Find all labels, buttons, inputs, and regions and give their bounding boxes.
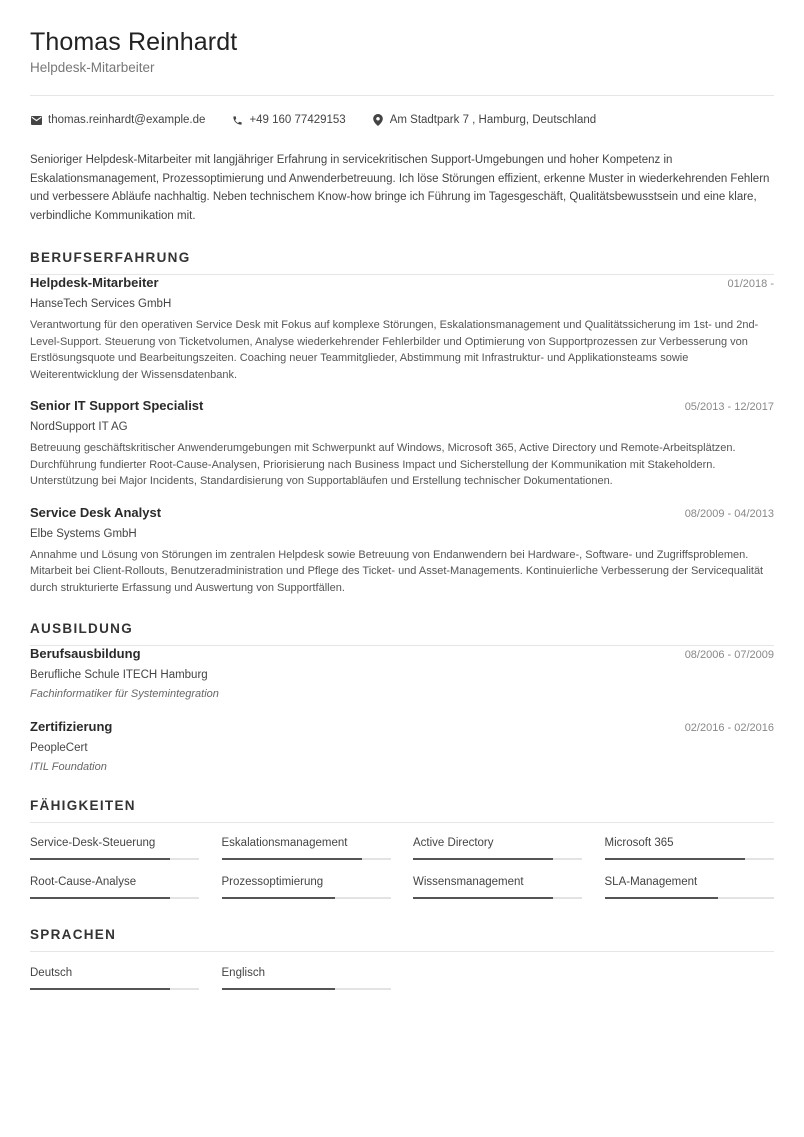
entry-date: 08/2009 - 04/2013	[684, 507, 774, 520]
contact-location	[372, 114, 596, 126]
experience-heading: BERUFSERFAHRUNG	[30, 250, 191, 265]
skill-bar-fill	[605, 858, 745, 860]
language-item	[30, 966, 199, 990]
experience-section	[30, 250, 774, 596]
entry-description: Betreuung geschäftskritischer Anwenderumgebungen mit Schwerpunkt auf Windows, Microsoft 365, Active Directory und Remote-Arbeitsplätzen. Durchführung fundierter Root-Cause-Analysen, Priorisierung nach Business Impact und Sicherstellung der Kommunikation mit Stakeholdern. Unterstützung bei Major Incidents, Standardisierung von Supportabläufen und Erstellung technischer Dokumentationen.	[30, 442, 736, 487]
skill-bar	[413, 858, 582, 860]
language-label: Deutsch	[30, 967, 73, 979]
section-divider	[30, 822, 774, 823]
skill-label: Wissensmanagement	[413, 876, 524, 888]
skill-item	[413, 875, 582, 899]
phone-text: +49 160 77429153	[249, 114, 346, 126]
skill-item	[30, 836, 199, 860]
skills-section	[30, 798, 774, 899]
email-text: thomas.reinhardt@example.de	[48, 114, 206, 126]
skill-item	[605, 836, 774, 860]
skill-bar-fill	[222, 897, 335, 899]
entry-description: Annahme und Lösung von Störungen im zentralen Helpdesk sowie Betreuung von Endanwendern bei Hardware-, Software- und Zugriffsproblemen. Mitarbeit bei Client-Rollouts, Benutzeradministration und Pflege des Ticket- und Asset-Managements. Kontinuierliche Verbesserung der Servicequalität durch strukturierte Erfassung und Auswertung von Supportfällen.	[30, 548, 764, 594]
entry-field: ITIL Foundation	[30, 761, 107, 773]
entry-role: Helpdesk-Mitarbeiter	[30, 275, 159, 290]
location-text: Am Stadtpark 7 , Hamburg, Deutschland	[389, 114, 597, 126]
skill-bar-fill	[605, 897, 718, 899]
skill-label: Eskalationsmanagement	[221, 837, 348, 849]
skill-label: SLA-Management	[604, 876, 698, 888]
skill-item	[605, 875, 774, 899]
skill-label: Microsoft 365	[604, 837, 674, 849]
language-bar-fill	[30, 988, 170, 990]
entry-role: Service Desk Analyst	[30, 504, 162, 520]
entry-field: Fachinformatiker für Systemintegration	[30, 688, 219, 700]
entry-institution: PeopleCert	[30, 742, 88, 754]
skill-bar-fill	[222, 858, 362, 860]
skill-item	[222, 875, 391, 899]
skill-bar	[605, 858, 774, 860]
skill-label: Prozessoptimierung	[221, 876, 324, 888]
language-item	[222, 966, 391, 990]
education-entry	[30, 719, 774, 773]
entry-description: Verantwortung für den operativen Service Desk mit Fokus auf komplexe Störungen, Eskalationsmanagement und Qualitätssicherung im 1st- und 2nd-Level-Support. Steuerung von Ticketvolumen, Analyse wiederkehrender Fehlerbilder und Optimierung von Supportprozessen zur Verbesserung von Erstlösungsquote und Bearbeitungszeiten. Coaching neuer Teammitglieder, Abstimmung mit Infrastruktur- und Applikationsteams sowie Weiterentwicklung der Wissensdatenbank.	[30, 319, 759, 381]
location-pin-icon	[372, 114, 384, 126]
skills-heading: FÄHIGKEITEN	[30, 798, 136, 813]
experience-entry	[30, 398, 774, 490]
language-bar	[222, 988, 391, 990]
mail-icon	[30, 114, 42, 126]
entry-date: 08/2006 - 07/2009	[684, 649, 774, 661]
person-name: Thomas Reinhardt	[30, 28, 238, 56]
entry-degree: Zertifizierung	[30, 719, 113, 734]
skill-label: Root-Cause-Analyse	[30, 876, 137, 888]
language-label: Englisch	[221, 967, 265, 979]
skill-bar-fill	[30, 858, 170, 860]
skills-grid	[30, 836, 774, 899]
skill-bar-fill	[413, 897, 553, 899]
education-entry	[30, 646, 774, 700]
skill-item	[30, 875, 199, 899]
entry-date: 02/2016 - 02/2016	[684, 722, 774, 734]
skill-bar-fill	[413, 858, 553, 860]
language-bar-fill	[222, 988, 335, 990]
entry-role: Senior IT Support Specialist	[30, 398, 204, 413]
contact-phone[interactable]	[231, 114, 345, 126]
phone-icon	[231, 114, 243, 126]
experience-entry	[30, 505, 774, 597]
entry-degree: Berufsausbildung	[30, 646, 141, 661]
education-section	[30, 621, 774, 773]
entry-date: 01/2018 -	[727, 278, 774, 290]
skill-label: Active Directory	[413, 837, 494, 849]
resume-header	[30, 0, 774, 96]
contact-bar	[30, 112, 774, 128]
entry-company: Elbe Systems GmbH	[30, 527, 137, 540]
entry-date: 05/2013 - 12/2017	[684, 401, 774, 413]
entry-company: HanseTech Services GmbH	[30, 298, 172, 310]
job-title: Helpdesk-Mitarbeiter	[30, 60, 155, 75]
experience-entry	[30, 275, 774, 383]
entry-institution: Berufliche Schule ITECH Hamburg	[30, 669, 208, 681]
entry-company: NordSupport IT AG	[30, 421, 128, 433]
languages-section	[30, 927, 774, 990]
skill-bar	[222, 897, 391, 899]
section-divider	[30, 951, 774, 952]
skill-bar	[30, 858, 199, 860]
profile-summary: Senioriger Helpdesk-Mitarbeiter mit langjähriger Erfahrung in servicekritischen Support-Umgebungen und hoher Kompetenz in Eskalationsmanagement, Prozessoptimierung und Anwenderbetreuung. Ich löse Störungen effizient, erkenne Muster in wiederkehrenden Fehlern und verbessere Abläufe nachhaltig. Neben technischem Know-how bringe ich Führung im Tagesgeschäft, Qualitätsbewusstsein und eine klare, verbindliche Kommunikation mit.	[30, 154, 770, 222]
education-heading: AUSBILDUNG	[30, 621, 133, 636]
languages-grid	[30, 966, 774, 990]
skill-item	[222, 836, 391, 860]
languages-heading: SPRACHEN	[30, 927, 117, 942]
skill-bar	[413, 897, 582, 899]
skill-label: Service-Desk-Steuerung	[30, 837, 156, 849]
skill-bar	[605, 897, 774, 899]
skill-bar	[222, 858, 391, 860]
language-bar	[30, 988, 199, 990]
skill-item	[413, 836, 582, 860]
header-divider	[30, 95, 774, 96]
skill-bar	[30, 897, 199, 899]
skill-bar-fill	[30, 897, 170, 899]
contact-email[interactable]	[30, 114, 205, 126]
